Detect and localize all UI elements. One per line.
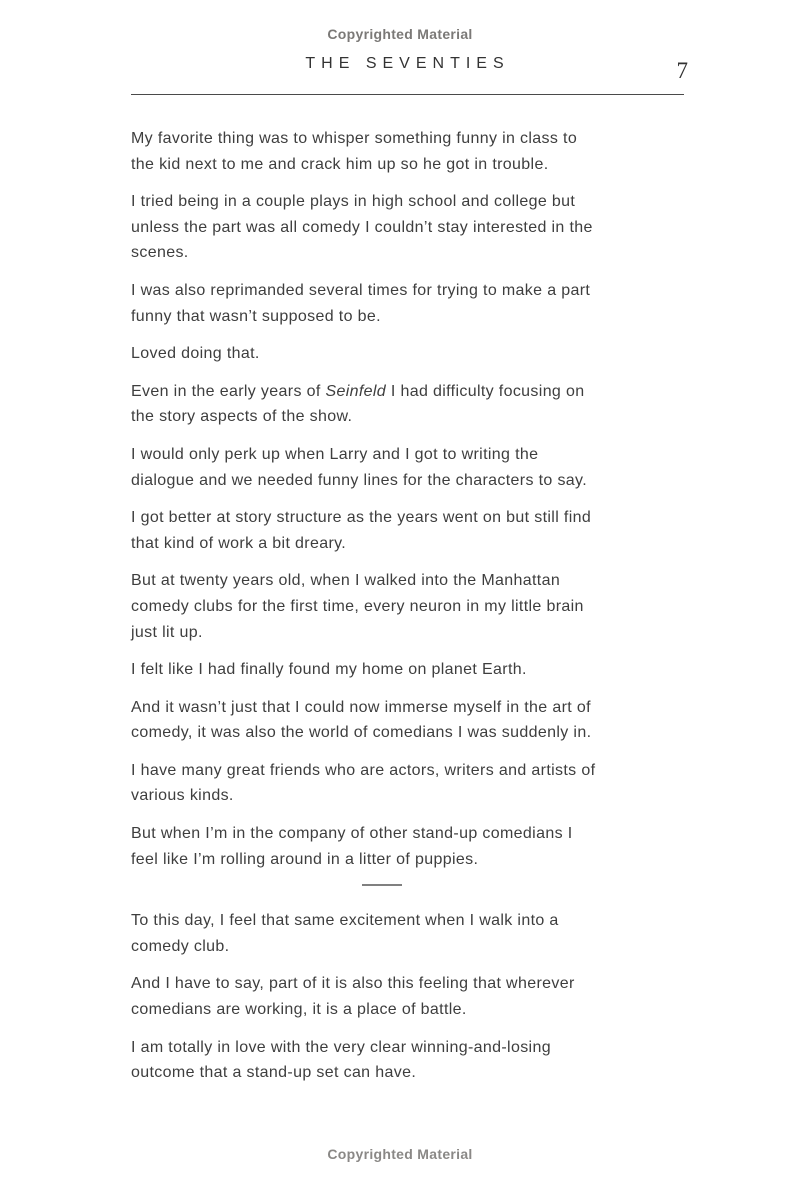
paragraph-text: And it wasn’t just that I could now immerse myself in the art of (131, 698, 591, 716)
paragraph-text: I was also reprimanded several times for trying to make a part (131, 281, 591, 299)
paragraph-text: feel like I’m rolling around in a litter of puppies. (131, 850, 479, 868)
chapter-title: THE SEVENTIES (305, 55, 510, 72)
paragraph-text: My favorite thing was to whisper something funny in class to (131, 130, 578, 147)
paragraph-text: To this day, I feel that same excitement when I walk into a (131, 912, 559, 930)
paragraph-text: just lit up. (131, 623, 203, 641)
paragraph-text: comedy club. (131, 937, 230, 955)
paragraph-text: I am totally in love with the very clear winning-and-losing (131, 1038, 551, 1056)
section-break-divider (362, 884, 402, 886)
header-rule (131, 94, 684, 95)
paragraph-text: that kind of work a bit dreary. (131, 534, 347, 552)
paragraph-text: I got better at story structure as the years went on but still find (131, 509, 592, 527)
paragraph (131, 379, 691, 430)
paragraph-text-italic: Seinfeld (325, 382, 387, 400)
paragraph-text: I had difficulty focusing on (386, 382, 585, 400)
paragraph-text: Loved doing that. (131, 345, 260, 363)
paragraph (131, 126, 691, 177)
paragraph (131, 505, 691, 556)
paragraph-text: unless the part was all comedy I couldn’t stay interested in the (131, 218, 593, 236)
paragraph (131, 1035, 691, 1086)
paragraph-text: scenes. (131, 244, 189, 262)
paragraph (131, 758, 691, 809)
paragraph-text: I felt like I had finally found my home on planet Earth. (131, 661, 527, 679)
paragraph (131, 971, 691, 1022)
paragraph-text: I tried being in a couple plays in high school and college but (131, 193, 576, 211)
paragraph-text: funny that wasn’t supposed to be. (131, 307, 381, 325)
page-number: 7 (676, 58, 688, 83)
paragraph-text: And I have to say, part of it is also this feeling that wherever (131, 975, 575, 993)
copyright-notice-bottom: Copyrighted Material (327, 1146, 473, 1162)
paragraph-text: Even in the early years of (131, 382, 326, 400)
paragraph (131, 657, 691, 683)
paragraph (131, 341, 691, 367)
paragraph-text: But at twenty years old, when I walked into the Manhattan (131, 572, 561, 590)
paragraph (131, 568, 691, 645)
paragraph-text: the kid next to me and crack him up so he got in trouble. (131, 155, 549, 173)
paragraph (131, 695, 691, 746)
paragraph-text: But when I’m in the company of other stand-up comedians I (131, 825, 573, 843)
copyright-notice-top: Copyrighted Material (327, 26, 473, 42)
paragraph-text: comedy clubs for the first time, every neuron in my little brain (131, 597, 584, 615)
paragraph-text: comedians are working, it is a place of battle. (131, 1001, 467, 1019)
paragraph-text: I have many great friends who are actors, writers and artists of (131, 761, 596, 779)
page-text (131, 126, 691, 1098)
paragraph-text: various kinds. (131, 787, 234, 805)
paragraph-text: I would only perk up when Larry and I got to writing the (131, 445, 539, 463)
paragraph (131, 442, 691, 493)
paragraph (131, 189, 691, 266)
paragraph-text: outcome that a stand-up set can have. (131, 1064, 417, 1082)
paragraph-text: the story aspects of the show. (131, 408, 353, 426)
paragraph-text: dialogue and we needed funny lines for the characters to say. (131, 471, 587, 489)
paragraph (131, 821, 691, 872)
paragraph (131, 278, 691, 329)
paragraph (131, 908, 691, 959)
paragraph-text: comedy, it was also the world of comedians I was suddenly in. (131, 724, 592, 742)
